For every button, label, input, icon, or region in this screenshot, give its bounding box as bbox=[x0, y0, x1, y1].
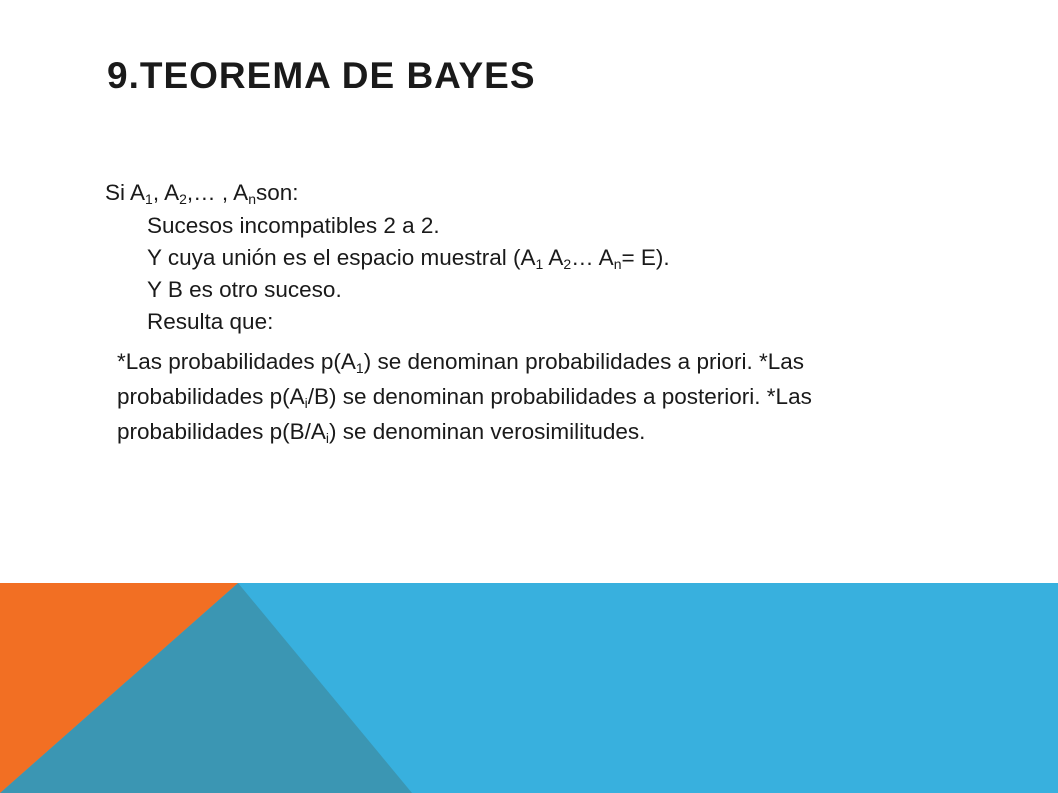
union-mid-2: … A bbox=[571, 245, 614, 270]
union-sub-2: 2 bbox=[563, 256, 572, 272]
intro-middle: ,… , A bbox=[186, 180, 249, 205]
union-mid-1: A bbox=[543, 245, 564, 270]
intro-prefix: Si A bbox=[105, 180, 146, 205]
union-sub-n: n bbox=[613, 256, 622, 272]
note-likelihood-prefix: *Las probabilidades p(B/A bbox=[117, 384, 812, 444]
note-posterior-sub: i bbox=[304, 395, 308, 411]
condition-incompatible: Sucesos incompatibles 2 a 2. bbox=[147, 213, 440, 238]
note-likelihood-sub: i bbox=[325, 430, 330, 446]
slide-title: 9.TEOREMA DE BAYES bbox=[107, 55, 536, 96]
condition-other-event: Y B es otro suceso. bbox=[147, 277, 342, 302]
note-posterior-prefix: *Las probabilidades p(A bbox=[117, 349, 805, 409]
note-posterior-suffix: /B) se denominan probabilidades a posteriori. bbox=[307, 384, 761, 409]
condition-result: Resulta que: bbox=[147, 309, 274, 334]
note-likelihood-suffix: ) se denominan verosimilitudes. bbox=[329, 419, 646, 444]
note-prior-sub: 1 bbox=[355, 360, 364, 376]
union-sub-1: 1 bbox=[535, 256, 544, 272]
decorative-footer-band bbox=[0, 583, 1058, 793]
note-prior-prefix: *Las probabilidades p(A bbox=[117, 349, 356, 374]
union-suffix: = E). bbox=[621, 245, 670, 270]
intro-suffix: son: bbox=[255, 180, 299, 205]
slide-body bbox=[105, 176, 925, 449]
intro-sub-n: n bbox=[248, 191, 256, 207]
note-prior-suffix: ) se denominan probabilidades a priori. bbox=[363, 349, 753, 374]
notes-paragraph bbox=[105, 344, 917, 449]
union-prefix: Y cuya unión es el espacio muestral (A bbox=[147, 245, 536, 270]
intro-line bbox=[105, 176, 925, 210]
intro-sub-2: 2 bbox=[179, 191, 187, 207]
intro-sub-1: 1 bbox=[145, 191, 153, 207]
intro-comma: , A bbox=[152, 180, 180, 205]
condition-union bbox=[105, 242, 925, 274]
